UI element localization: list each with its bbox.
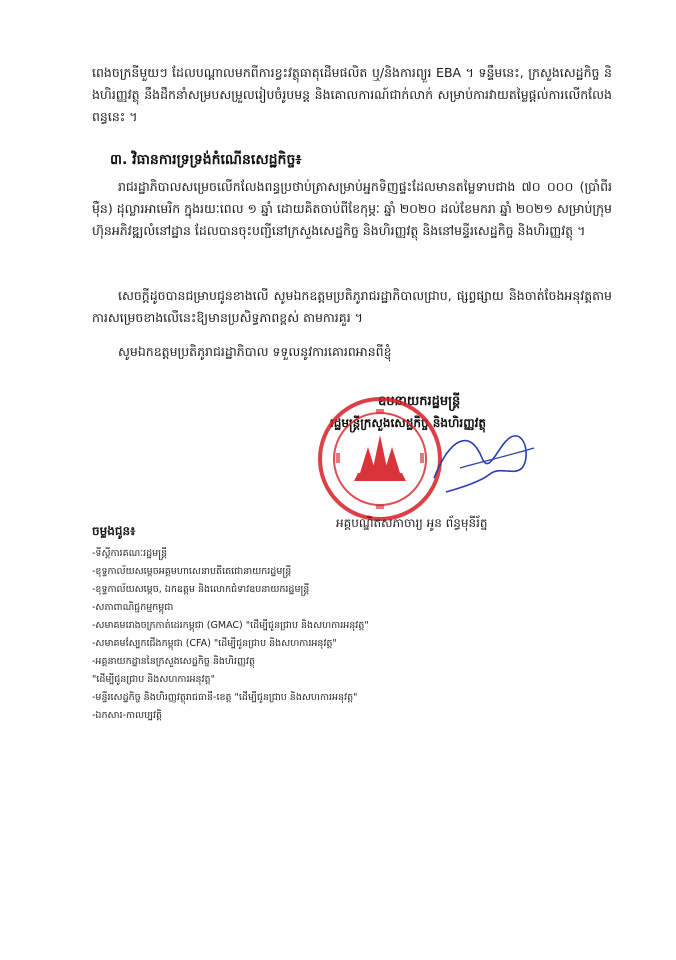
cc-item: -ទីស្តីការគណៈរដ្ឋមន្ត្រី	[92, 548, 168, 559]
cc-list	[92, 545, 452, 725]
signature-ministry: រដ្ឋមន្ត្រីក្រសួងសេដ្ឋកិច្ច និងហិរញ្ញវត្ថុ	[330, 416, 487, 430]
paragraph-eba: ពេងចក្រនីមួយៗ ដែលបណ្តាលមកពីការខ្វះវត្ថុធាតុដើមផលិត ឬ/និងការព្យួរ EBA ។ ទន្ទឹមនេះ, ក្រសួងសេដ្ឋកិច្ច និងហិរញ្ញវត្ថុ នឹងដឹកនាំសម្របសម្រួលរៀបចំរូបមន្ត និងគោលការណ៍ជាក់លាក់ សម្រាប់ការវាយតម្លៃផ្តល់ការលើកលែងពន្ធនេះ ។	[92, 65, 612, 124]
signature-title: ឧបនាយករដ្ឋមន្ត្រី	[378, 394, 461, 409]
paragraph-instructions: សេចក្តីដូចបានជម្រាបជូនខាងលើ សូមឯកឧត្តមប្រតិភូរាជរដ្ឋាភិបាលជ្រាប, ផ្សព្វផ្សាយ និងចាត់ចែងអនុវត្តតាមការសម្រេចខាងលើនេះឱ្យមានប្រសិទ្ធភាពខ្ពស់ តាមការគួរ ។	[92, 288, 612, 325]
cc-item: -ខុទ្ទកាល័យសម្តេច, ឯកឧត្តម និងលោកជំទាវឧបនាយករដ្ឋមន្ត្រី	[92, 584, 310, 595]
paragraph-closing: សូមឯកឧត្តមប្រតិភូរាជរដ្ឋាភិបាល ទទួលនូវការគោរពអានពីខ្ញុំ	[118, 344, 392, 359]
cc-item: -សភាពាណិជ្ជកម្មកម្ពុជា	[92, 602, 174, 613]
cc-item: -មន្ទីរសេដ្ឋកិច្ច និងហិរញ្ញវត្ថុរាជធានី-ខេត្ត "ដើម្បីជូនជ្រាប និងសហការអនុវត្ត"	[92, 692, 358, 703]
official-seal-icon	[316, 395, 444, 523]
cc-item: -ខុទ្ទកាល័យសម្តេចអគ្គមហាសេនាបតីតេជោនាយករដ្ឋមន្ត្រី	[92, 566, 292, 577]
section-heading: ៣. វិធានការទ្រទ្រង់កំណើនសេដ្ឋកិច្ច៖	[110, 152, 302, 168]
cc-item: -សមាគមរោងចក្រកាត់ដេរកម្ពុជា (GMAC) "ដើម្បីជូនជ្រាប និងសហការអនុវត្ត"	[92, 620, 369, 631]
cc-title: ចម្លងជូន៖	[92, 524, 136, 538]
cc-item: -ឯកសារ-កាលប្បវត្តិ	[92, 710, 162, 721]
cc-item: -សមាគមស្បែកជើងកម្ពុជា (CFA) "ដើម្បីជូនជ្រាប និងសហការអនុវត្ត"	[92, 638, 337, 649]
paragraph-stamp-duty: រាជរដ្ឋាភិបាលសម្រេចលើកលែងពន្ធប្រថាប់ត្រាសម្រាប់អ្នកទិញផ្ទះដែលមានតម្លៃទាបជាង ៧០ ០០០ (ប្រាំពីរម៉ឺន) ដុល្លារអាមេរិក ក្នុងរយៈពេល ១ ឆ្នាំ ដោយគិតចាប់ពីខែកុម្ភៈ ឆ្នាំ ២០២០ ដល់ខែមករា ឆ្នាំ ២០២១ សម្រាប់ក្រុមហ៊ុនអភិវឌ្ឍលំនៅដ្ឋាន ដែលបានចុះបញ្ជីនៅក្រសួងសេដ្ឋកិច្ច និងហិរញ្ញវត្ថុ និងនៅមន្ទីរសេដ្ឋកិច្ច និងហិរញ្ញវត្ថុ ។	[92, 179, 612, 238]
cc-item: -អគ្គនាយកដ្ឋាននៃក្រសួងសេដ្ឋកិច្ច និងហិរញ្ញវត្ថុ	[92, 656, 256, 667]
signature-scribble-icon	[430, 418, 540, 498]
cc-item: "ដើម្បីជូនជ្រាប និងសហការអនុវត្ត"	[92, 674, 215, 685]
signer-name: អគ្គបណ្ឌិតសភាចារ្យ អូន ព័ន្ធមុនីរ័ត្ន	[336, 516, 488, 530]
